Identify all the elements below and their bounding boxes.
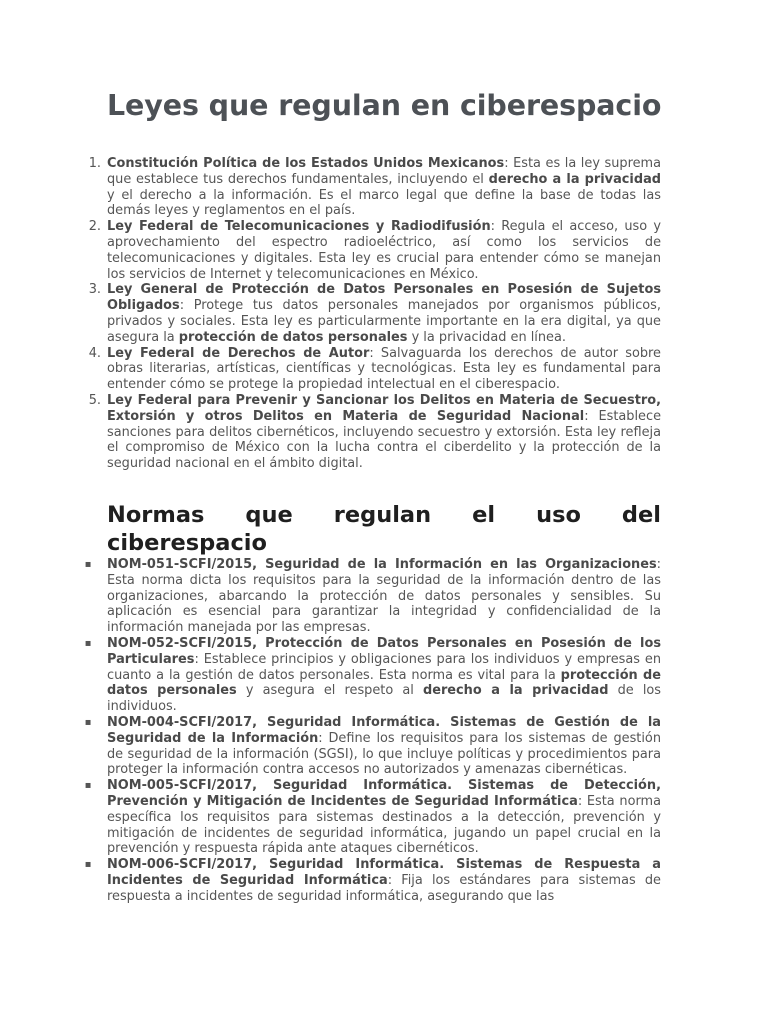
law-text: y la privacidad en línea.: [407, 329, 566, 345]
law-name: Ley Federal para Prevenir y Sancionar los Delitos en Materia de Secuestro, Extorsión y otros Delitos en Materia de Seguridad Nacional: [107, 392, 661, 424]
law-name: Constitución Política de los Estados Unidos Mexicanos: [107, 156, 505, 171]
norm-name: NOM-052-SCFI/2015, Protección de Datos Personales en Posesión de los Particulares: [107, 635, 661, 667]
law-text: : Establece sanciones para delitos cibernéticos, incluyendo secuestro y extorsión. Esta ley refleja el compromiso de México con la lucha contra el ciberdelito y la protección de la seguridad nacional en el ámbito digital.: [107, 408, 662, 472]
norm-emphasis: derecho a la privacidad: [422, 683, 609, 699]
law-item: [88, 282, 661, 345]
law-item: [88, 156, 661, 219]
law-item: [88, 219, 662, 282]
law-text: : Esta es la ley suprema que establece tus derechos fundamentales, incluyendo el: [107, 156, 661, 187]
norm-text: : Esta norma dicta los requisitos para la seguridad de la información dentro de las organizaciones, abarcando la protección de datos personales y sensibles. Su aplicación es esencial para garantizar la integridad y confidencialidad de la información manejada por las empresas.: [107, 557, 661, 636]
norm-text: : Fija los estándares para sistemas de respuesta a incidentes de seguridad informática, asegurando que las: [107, 872, 661, 904]
norm-name: NOM-004-SCFI/2017, Seguridad Informática. Sistemas de Gestión de la Seguridad de la Información: [107, 714, 661, 746]
law-name: Ley Federal de Telecomunicaciones y Radiodifusión: [107, 219, 491, 235]
list-number: 2.: [88, 219, 101, 235]
section-title: Normas que regulan el uso del ciberespacio: [107, 502, 661, 556]
list-number: 1.: [88, 156, 101, 171]
law-item: [88, 345, 661, 393]
law-text: : Salvaguarda los derechos de autor sobre obras literarias, artísticas, científicas y tecnológicas. Esta ley es fundamental para entender cómo se protege la propiedad intelectual en el ciberespacio.: [107, 345, 661, 393]
document-title: Leyes que regulan en ciberespacio: [107, 89, 662, 122]
laws-list: [88, 156, 662, 472]
square-bullet-icon: ▪: [84, 859, 92, 871]
law-text: y el derecho a la información. Es el marco legal que define la base de todas las demás leyes y reglamentos en el país.: [107, 187, 661, 219]
norm-text: : Establece principios y obligaciones para los individuos y empresas en cuanto a la gestión de datos personales. Esta norma es vital para la: [107, 651, 661, 683]
law-emphasis: derecho a la privacidad: [488, 171, 661, 187]
law-item: [88, 392, 662, 472]
square-bullet-icon: ▪: [84, 559, 92, 570]
square-bullet-icon: ▪: [84, 637, 92, 649]
norm-name: NOM-051-SCFI/2015, Seguridad de la Información en las Organizaciones: [107, 557, 657, 572]
norms-list: [84, 557, 662, 920]
list-number: 4.: [88, 345, 101, 361]
law-text: : Regula el acceso, uso y aprovechamiento del espectro radioeléctrico, así como los servicios de telecomunicaciones y digitales. Esta ley es crucial para entender cómo se manejan los servicios de Internet y telecomunicaciones en México.: [107, 219, 662, 282]
law-text: : Protege tus datos personales manejados por organismos públicos, privados y sociales. Esta ley es particularmente importante en la era digital, ya que asegura la: [107, 298, 661, 345]
law-emphasis: protección de datos personales: [178, 329, 408, 345]
norm-name: NOM-005-SCFI/2017, Seguridad Informática. Sistemas de Detección, Prevención y Mitigación de Incidentes de Seguridad Informática: [107, 778, 661, 809]
norm-item: [84, 857, 661, 920]
list-number: 5.: [88, 392, 101, 408]
norm-text: : Define los requisitos para los sistemas de gestión de seguridad de la información (SGSI), lo que incluye políticas y procedimientos para proteger la información contra accesos no autorizados y amenazas cibernéticas.: [107, 730, 661, 778]
law-name: Ley General de Protección de Datos Personales en Posesión de Sujetos Obligados: [107, 282, 661, 314]
law-name: Ley Federal de Derechos de Autor: [107, 345, 370, 361]
list-number: 3.: [88, 282, 101, 298]
norm-item: [84, 557, 661, 636]
norm-emphasis: protección de datos personales: [107, 667, 661, 699]
norm-text: y asegura el respeto al: [236, 683, 423, 699]
norm-item: [84, 635, 662, 715]
norm-name: NOM-006-SCFI/2017, Seguridad Informática. Sistemas de Respuesta a Incidentes de Seguridad Informática: [107, 857, 661, 888]
square-bullet-icon: ▪: [84, 780, 92, 792]
norm-item: [84, 714, 661, 778]
norm-item: [84, 778, 661, 857]
square-bullet-icon: ▪: [84, 716, 92, 728]
norm-text: : Esta norma específica los requisitos para sistemas destinados a la detección, prevención y mitigación de incidentes de seguridad informática, jugando un papel crucial en la prevención y respuesta rápida ante ataques cibernéticos.: [107, 793, 661, 857]
norm-text: de los individuos.: [107, 683, 662, 715]
